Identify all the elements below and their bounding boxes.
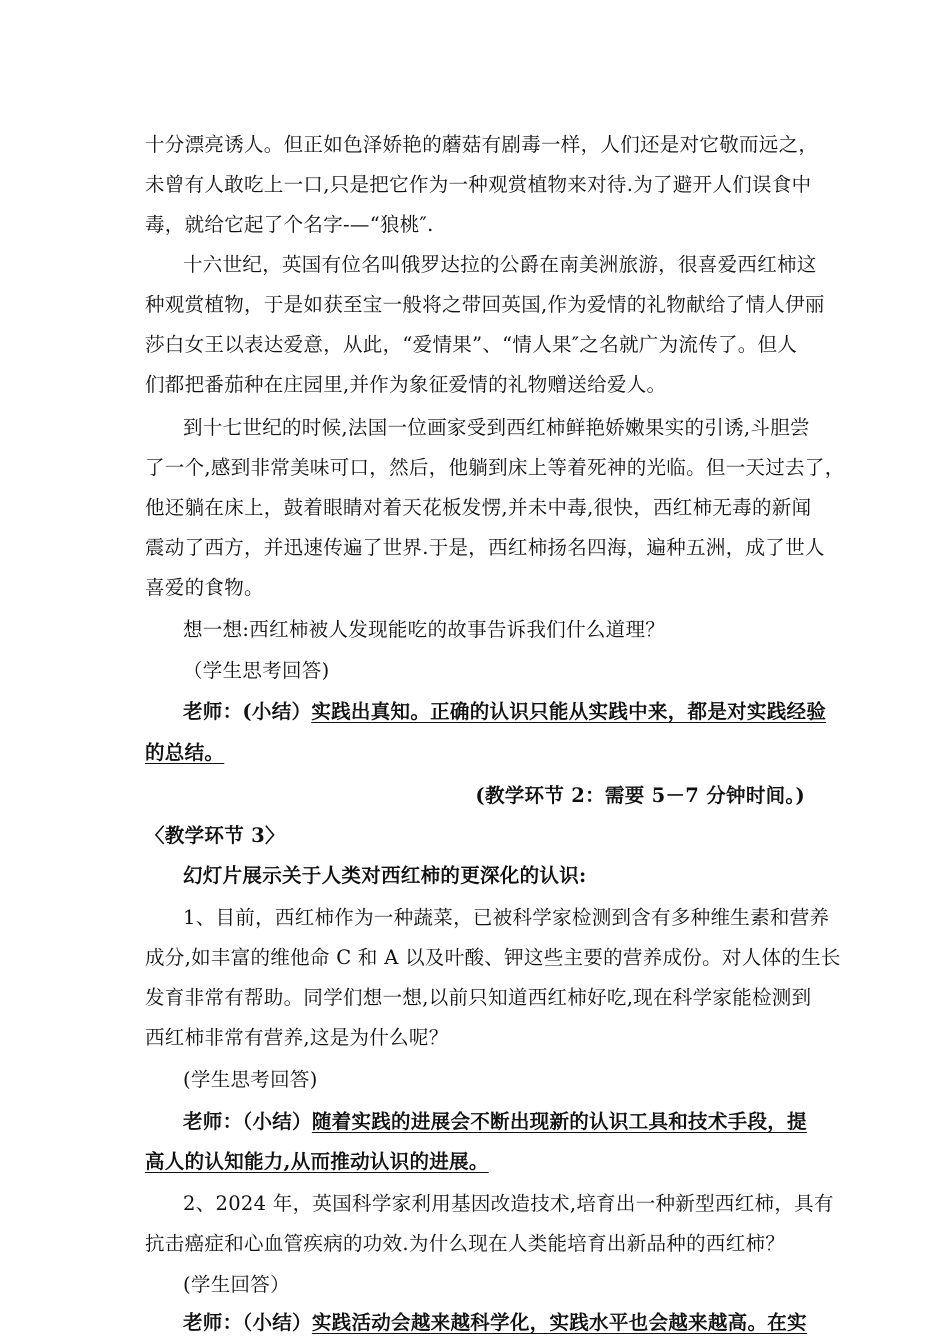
paragraph-line: 1、目前，西红柿作为一种蔬菜，已被科学家检测到含有多种维生素和营养 [183, 906, 830, 929]
paragraph-line: 种观赏植物，于是如获至宝一般将之带回英国,作为爱情的礼物献给了情人伊丽 [145, 293, 825, 316]
paragraph-line: 们都把番茄种在庄园里,并作为象征爱情的礼物赠送给爱人。 [145, 373, 667, 396]
paragraph-line: 到十七世纪的时候,法国一位画家受到西红柿鲜艳娇嫩果实的引诱,斗胆尝 [183, 416, 810, 439]
question-line: 想一想:西红柿被人发现能吃的故事告诉我们什么道理？ [183, 618, 666, 641]
summary-prefix: 老师：（小结） [183, 1110, 312, 1133]
student-answer-note: (学生思考回答) [183, 1068, 318, 1091]
slide-heading: 幻灯片展示关于人类对西红柿的更深化的认识: [183, 864, 587, 887]
paragraph-line: 西红柿非常有营养,这是为什么呢？ [145, 1026, 449, 1049]
paragraph-line: 了一个,感到非常美味可口，然后，他躺到床上等着死神的光临。但一天过去了， [145, 456, 845, 479]
summary-text: 随着实践的进展会不断出现新的认识工具和技术手段，提 [311, 1110, 807, 1133]
summary-prefix: 老师：(小结） [183, 700, 312, 723]
paragraph-line: 十分漂亮诱人。但正如色泽娇艳的蘑菇有剧毒一样，人们还是对它敬而远之， [145, 133, 819, 156]
paragraph-line: 喜爱的食物。 [145, 576, 264, 599]
summary-text: 实践活动会越来越科学化，实践水平也会越来越高。在实 [311, 1311, 807, 1334]
paragraph-line: 十六世纪，英国有位名叫俄罗达拉的公爵在南美洲旅游，很喜爱西红柿这 [183, 253, 817, 276]
paragraph-line: 他还躺在床上，鼓着眼睛对着天花板发愣,并未中毒,很快，西红柿无毒的新闻 [145, 496, 812, 519]
student-answer-note: （学生思考回答) [183, 659, 330, 682]
paragraph-line: 2、2024 年，英国科学家利用基因改造技术,培育出一种新型西红柿，具有 [183, 1192, 834, 1215]
summary-text: 高人的认知能力,从而推动认识的进展。 [145, 1150, 489, 1173]
teacher-summary-1 [183, 692, 827, 732]
teacher-summary-2 [183, 1102, 815, 1142]
paragraph-line: 毒，就给它起了个名字-—“狼桃″. [145, 213, 434, 236]
summary-text: 实践出真知。正确的认识只能从实践中来，都是对实践经验 [311, 700, 827, 723]
paragraph-line: 发育非常有帮助。同学们想一想,以前只知道西红柿好吃,现在科学家能检测到 [145, 986, 812, 1009]
teacher-summary-1-cont [145, 733, 815, 773]
student-answer-note: (学生回答） [183, 1273, 290, 1296]
teacher-summary-2-cont [145, 1142, 815, 1182]
paragraph-line: 震动了西方，并迅速传遍了世界.于是，西红柿扬名四海，遍种五洲，成了世人 [145, 536, 825, 559]
summary-text: 的总结。 [145, 741, 225, 764]
paragraph-line: 成分,如丰富的维他命 C 和 A 以及叶酸、钾这些主要的营养成份。对人体的生长 [145, 946, 841, 969]
section-heading: 〈教学环节 3〉 [145, 824, 285, 847]
paragraph-line: 未曾有人敢吃上一口,只是把它作为一种观赏植物来对待.为了避开人们误食中 [145, 173, 812, 196]
paragraph-line: 莎白女王以表达爱意，从此，“爱情果”、“情人果″之名就广为流传了。但人 [145, 333, 798, 356]
summary-prefix: 老师：（小结） [183, 1311, 312, 1334]
teacher-summary-3 [183, 1305, 815, 1341]
paragraph-line: 抗击癌症和心血管疾病的功效.为什么现在人类能培育出新品种的西红柿？ [145, 1232, 786, 1255]
teaching-step-note: (教学环节 2：需要 5－7 分钟时间。) [475, 784, 805, 807]
